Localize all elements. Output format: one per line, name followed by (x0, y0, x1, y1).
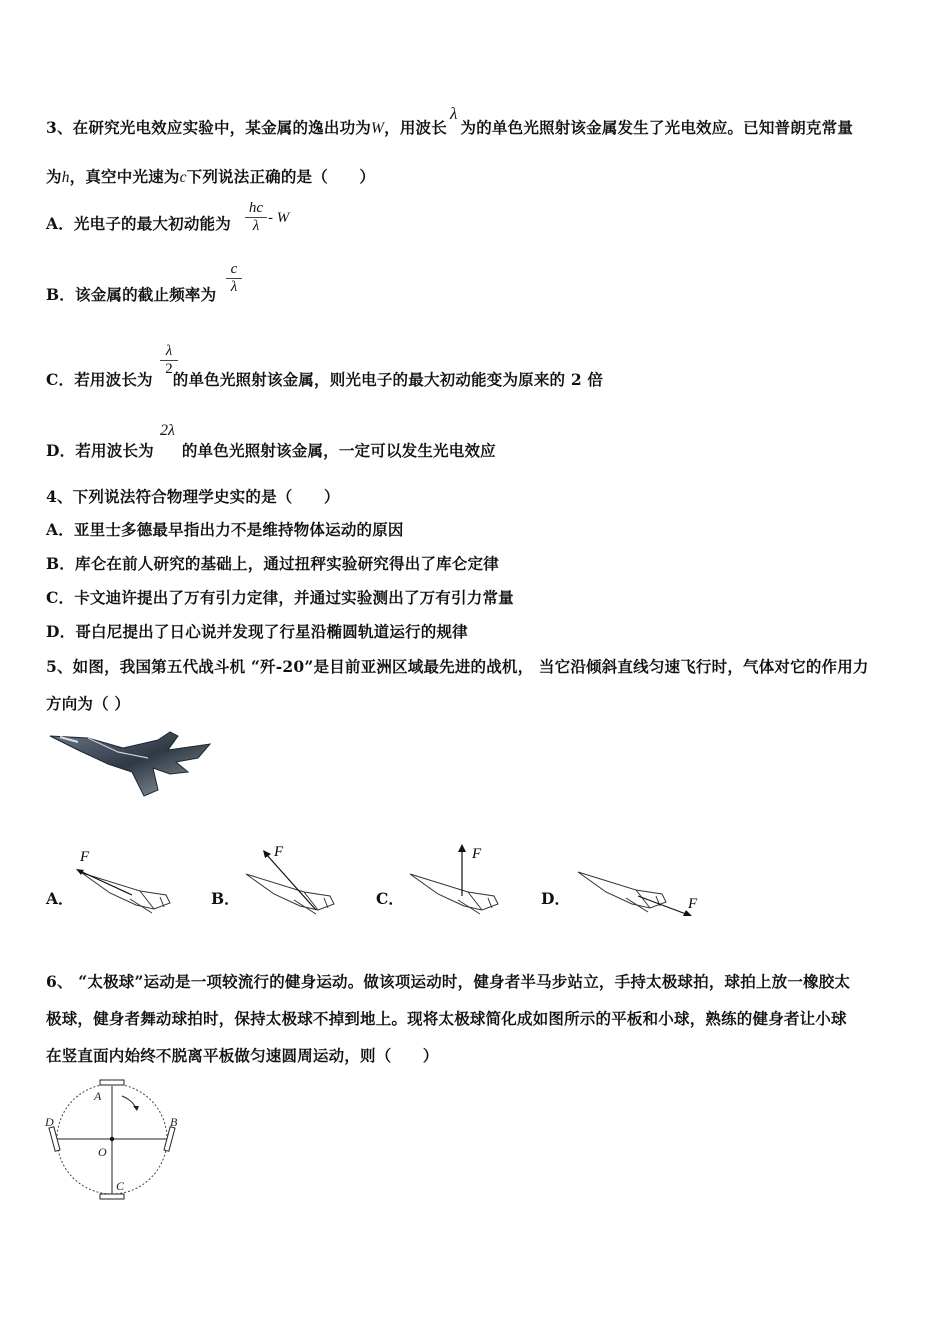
paddle-top (100, 1080, 124, 1085)
q3-option-b: B．该金属的截止频率为 (46, 285, 217, 304)
rotation-arrowhead (133, 1106, 139, 1111)
jet-outline-a (82, 873, 170, 913)
q3-option-c-fraction: λ 2 (160, 343, 178, 378)
q5-option-a-figure (70, 843, 180, 923)
force-label-a: F (80, 849, 90, 865)
jet-outline-d (578, 872, 666, 912)
q6-stem-line3: 在竖直面内始终不脱离平板做匀速圆周运动，则（ ） (46, 1046, 439, 1065)
q5-option-d-figure (568, 858, 708, 922)
center-point (110, 1137, 114, 1141)
force-arrow-a (80, 871, 132, 895)
point-d-label: D (45, 1115, 54, 1129)
taiji-ball-diagram (40, 1076, 190, 1206)
q5-stem-line2: 方向为（ ） (46, 694, 131, 713)
force-label-d: F (688, 896, 698, 912)
q3-option-d: D．若用波长为 的单色光照射该金属，一定可以发生光电效应 (46, 441, 496, 460)
light-speed-symbol: c (179, 169, 187, 186)
force-arrowhead-c (458, 844, 466, 852)
q3-stem-line1: 3、在研究光电效应实验中，某金属的逸出功为W，用波长λ为的单色光照射该金属发生了光电效应。已知普朗克常量 (46, 104, 854, 137)
q5-option-c-figure (400, 840, 510, 922)
q5-stem-line1: 5、如图，我国第五代战斗机 “歼-20”是目前亚洲区域最先进的战机， 当它沿倾斜直线匀速飞行时，气体对它的作用力 (46, 657, 869, 676)
q3-stem-line2: 为h，真空中光速为c下列说法正确的是（ ） (46, 167, 376, 186)
q6-stem-line2: 极球，健身者舞动球拍时，保持太极球不掉到地上。现将太极球简化成如图所示的平板和小球，熟练的健身者让小球 (46, 1009, 847, 1028)
point-c-label: C (116, 1179, 125, 1193)
force-arrowhead-b (263, 850, 271, 858)
work-function-symbol: W (371, 120, 385, 137)
force-label-c: F (472, 846, 482, 862)
jet-outline-c (410, 874, 498, 914)
force-arrow-d (638, 896, 686, 914)
q4-option-b: B．库仑在前人研究的基础上，通过扭秤实验研究得出了库仑定律 (46, 554, 499, 573)
q5-option-b-figure (236, 840, 346, 922)
q5-option-b-label: B． (211, 889, 240, 908)
q3-option-a-tail: - W (268, 210, 290, 226)
wavelength-symbol: λ (449, 104, 458, 123)
q5-option-d-label: D． (541, 889, 570, 908)
q5-option-a-label: A． (46, 889, 74, 908)
force-label-b: F (274, 844, 284, 860)
point-o-label: O (98, 1145, 107, 1159)
q4-option-a: A．亚里士多德最早指出力不是维持物体运动的原因 (46, 520, 404, 539)
q6-stem-line1: 6、 “太极球”运动是一项较流行的健身运动。做该项运动时，健身者半马步站立，手持太极球拍，球拍上放一橡胶太 (46, 972, 851, 991)
q4-option-d: D．哥白尼提出了日心说并发现了行星沿椭圆轨道运行的规律 (46, 622, 468, 641)
q5-option-c-label: C． (376, 889, 404, 908)
q3-option-d-math: 2λ (160, 422, 175, 439)
point-a-label: A (94, 1089, 102, 1103)
paddle-bottom (100, 1194, 124, 1199)
q3-option-c: C．若用波长为 的单色光照射该金属，则光电子的最大初动能变为原来的 2 倍 (46, 370, 604, 389)
q4-stem: 4、下列说法符合物理学史实的是（ ） (46, 487, 340, 506)
q3-option-a: A．光电子的最大初动能为 (46, 214, 231, 233)
point-b-label: B (170, 1115, 178, 1129)
fighter-jet-photo (48, 728, 216, 798)
q3-option-b-fraction: c λ (226, 261, 242, 296)
planck-symbol: h (61, 169, 70, 186)
q3-option-a-fraction: hc λ (245, 200, 267, 235)
q4-option-c: C．卡文迪许提出了万有引力定律，并通过实验测出了万有引力常量 (46, 588, 514, 607)
